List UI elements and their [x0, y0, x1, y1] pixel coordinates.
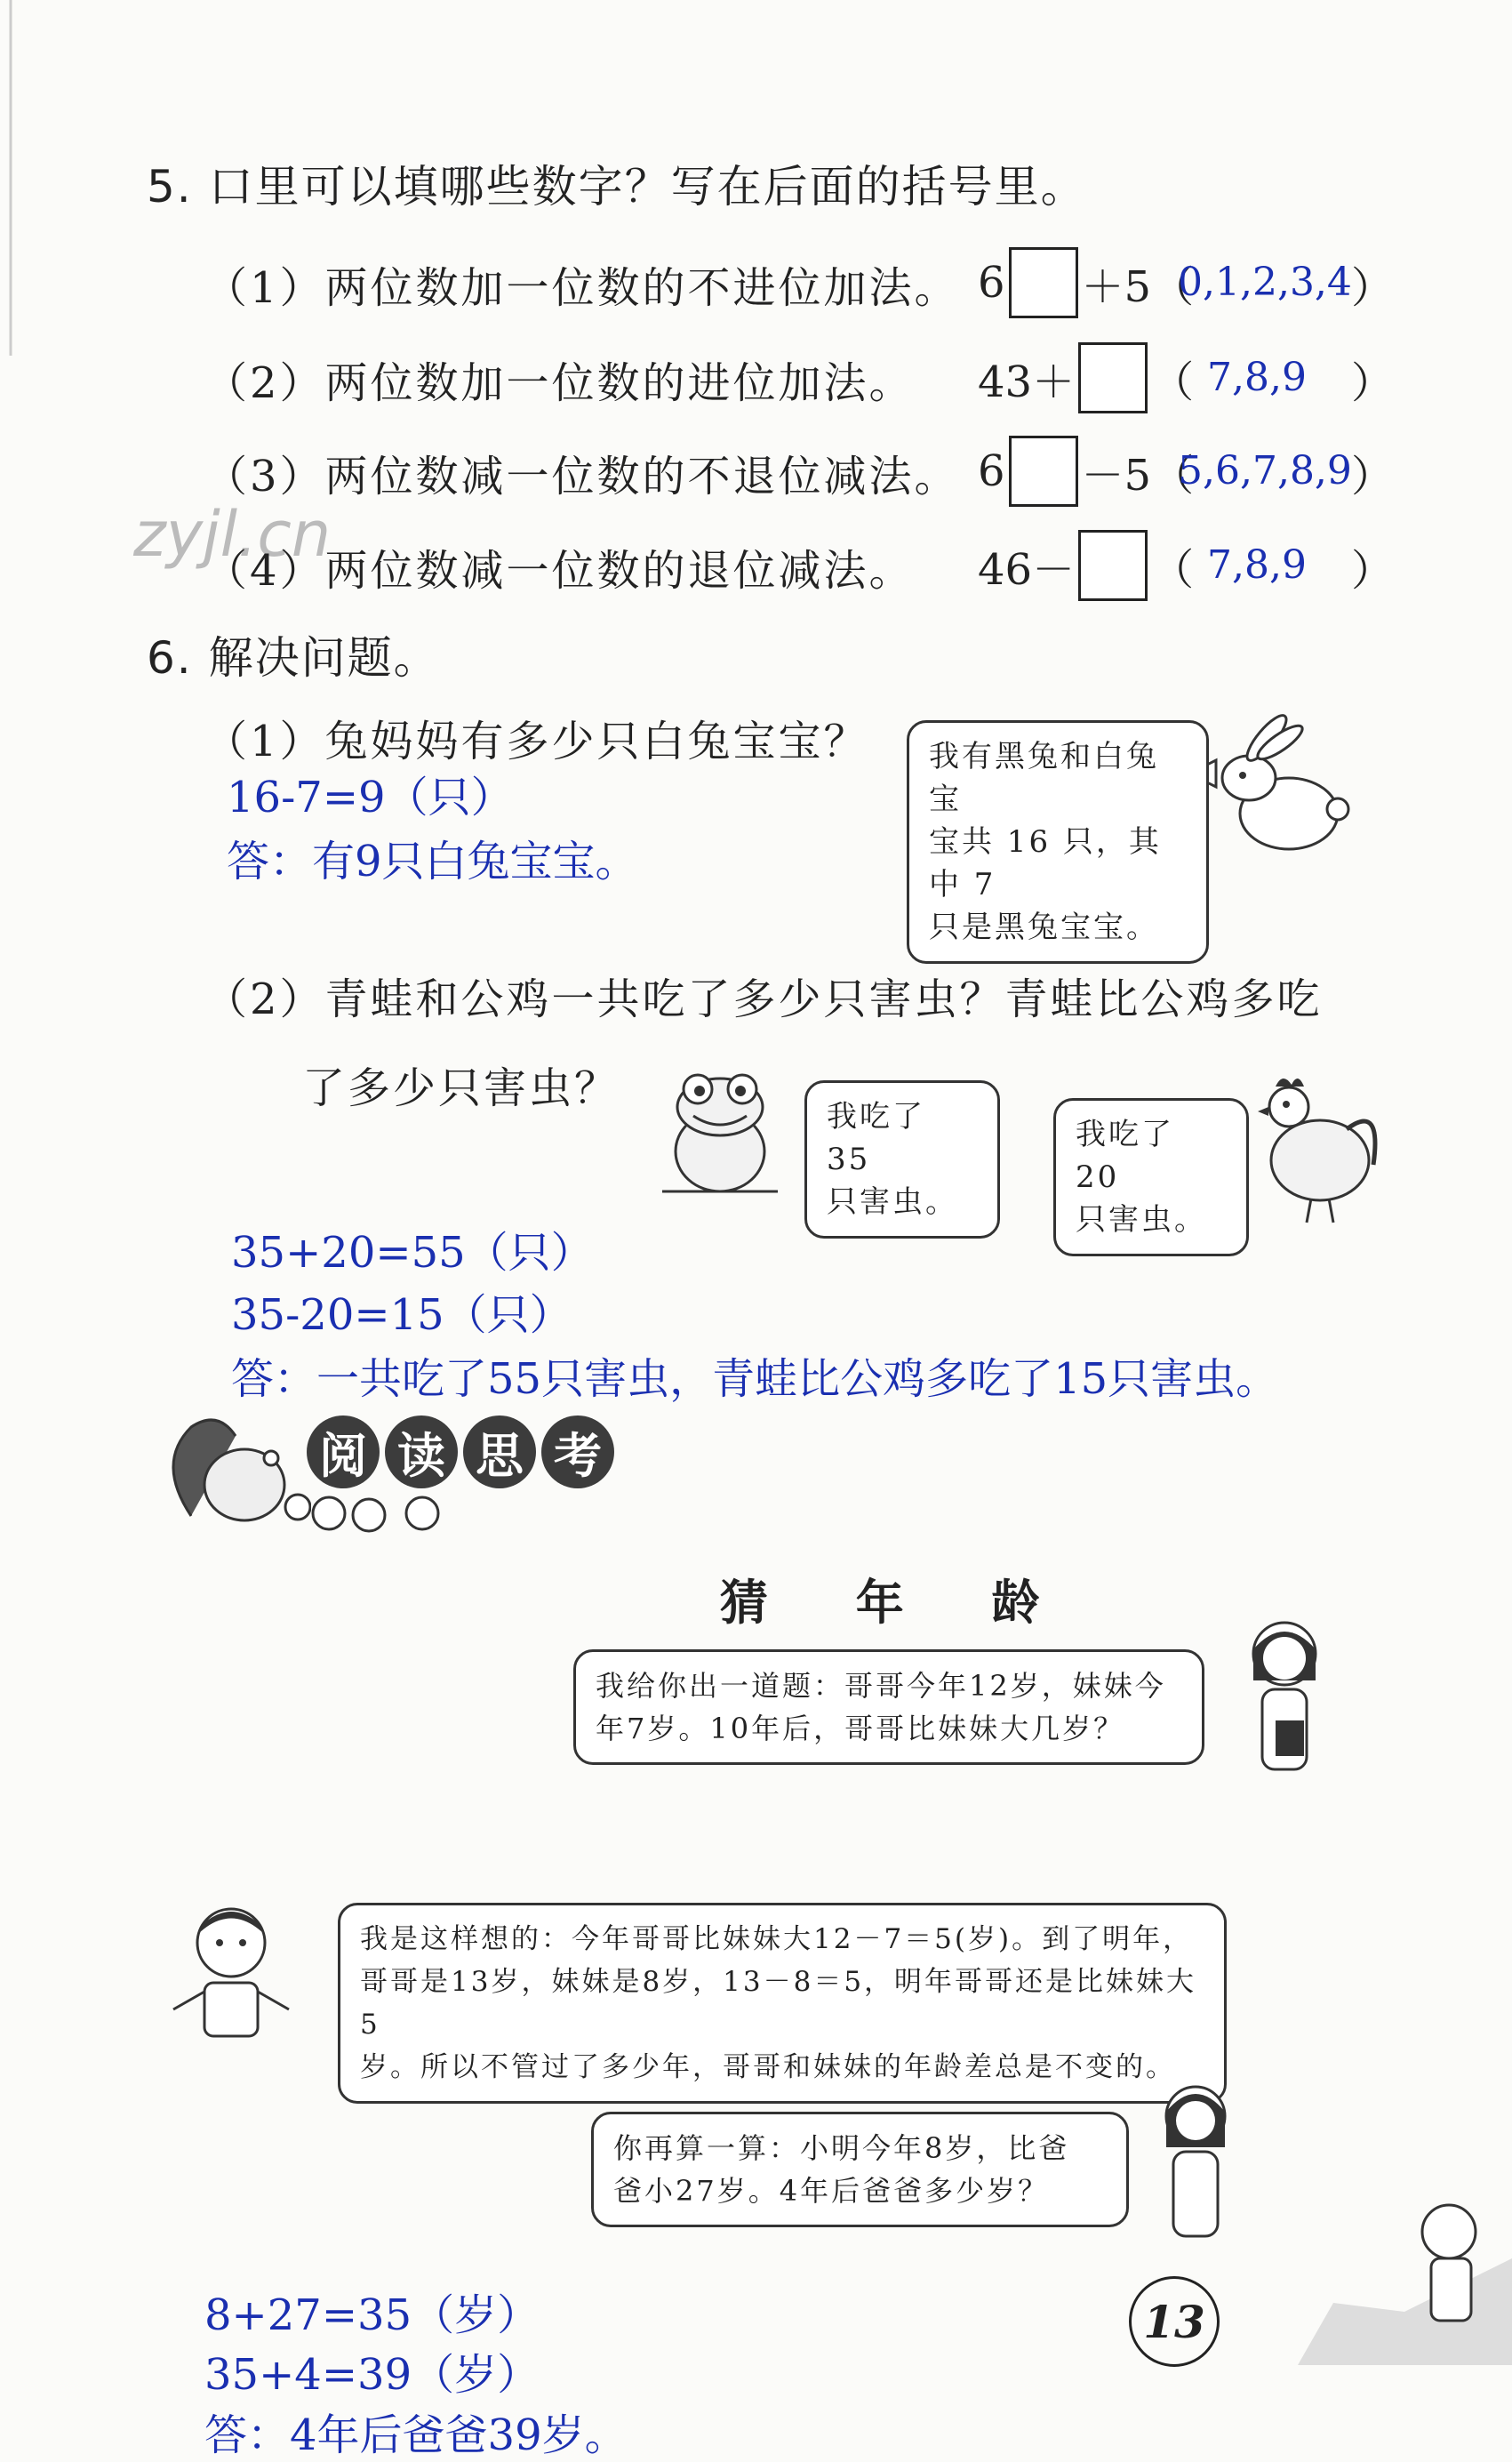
- q5-item-4-answer: 7,8,9: [1207, 542, 1307, 588]
- reading-calc-2: 35+4=39（岁）: [204, 2350, 540, 2400]
- answer-box[interactable]: [1009, 436, 1078, 507]
- girl-speech-bubble: [573, 1649, 1204, 1765]
- running-boy-illustration: [1298, 2161, 1512, 2365]
- q5-item-3-text: （3）两位数减一位数的不退位减法。: [204, 452, 960, 501]
- boy-illustration: [164, 1898, 298, 2058]
- q6-p2-question-line2: 了多少只害虫？: [302, 1063, 620, 1113]
- q5-item-2-close: ）: [1351, 358, 1395, 408]
- girl2-illustration: [1138, 2076, 1253, 2254]
- reading-calc-1: 8+27=35（岁）: [204, 2290, 540, 2340]
- q5-item-3-answer: 5,6,7,8,9: [1178, 448, 1352, 493]
- bubble-line: 岁。所以不管过了多少年，哥哥和妹妹的年龄差总是不变的。: [360, 2051, 1176, 2083]
- bubble-line: 宝共 16 只，其中 7: [929, 824, 1162, 902]
- frog-speech-bubble: [804, 1080, 1000, 1239]
- badge-char: 考: [541, 1415, 614, 1488]
- answer-box[interactable]: [1078, 342, 1148, 413]
- bubble-line: 哥哥是13岁，妹妹是8岁，13－8＝5，明年哥哥还是比妹妹大5: [360, 1966, 1197, 2041]
- reading-answer: 答：4年后爸爸39岁。: [204, 2410, 628, 2460]
- bubble-line: 我有黑兔和白兔宝: [929, 739, 1159, 817]
- story-title: 猜 年 龄: [720, 1574, 1076, 1631]
- frog-illustration: [662, 1067, 778, 1200]
- bubble-line: 我吃了 35: [827, 1099, 925, 1177]
- badge-char: 思: [463, 1415, 536, 1488]
- bubble-line: 你再算一算：小明今年8岁，比爸: [613, 2131, 1070, 2165]
- q5-item-2-text: （2）两位数加一位数的进位加法。: [204, 358, 915, 408]
- answer-box[interactable]: [1009, 247, 1078, 318]
- q6-p1-calc: 16-7=9（只）: [227, 773, 514, 822]
- q6-title: 6. 解决问题。: [147, 632, 440, 684]
- answer-box[interactable]: [1078, 530, 1148, 601]
- rooster-illustration: [1249, 1067, 1382, 1227]
- page-number: 13: [1129, 2276, 1220, 2367]
- q5-item-4-right: （: [1151, 544, 1195, 595]
- bubble-line: 我吃了 20: [1076, 1117, 1174, 1195]
- bubble-line: 爸小27岁。4年后爸爸多少岁？: [613, 2174, 1050, 2208]
- q5-item-2-answer: 7,8,9: [1207, 355, 1307, 400]
- q5-item-4-close: ）: [1351, 546, 1395, 596]
- q5-item-1-answer: 0,1,2,3,4: [1178, 260, 1352, 305]
- q5-item-1-close: ）: [1351, 263, 1395, 313]
- bubble-line: 只害虫。: [1076, 1202, 1207, 1238]
- squirrel-illustration: [156, 1409, 311, 1529]
- q5-item-2-left: 43＋: [978, 357, 1076, 407]
- boy-speech-bubble: [338, 1903, 1227, 2104]
- q5-item-3-left: 6: [978, 446, 1005, 496]
- q6-p2-answer: 答：一共吃了55只害虫，青蛙比公鸡多吃了15只害虫。: [231, 1354, 1279, 1404]
- q5-item-1-text: （1）两位数加一位数的不进位加法。: [204, 263, 960, 313]
- rabbit-illustration: [1209, 711, 1369, 862]
- rabbit-speech-bubble: [907, 720, 1209, 964]
- badge-char: 阅: [307, 1415, 380, 1488]
- girl2-speech-bubble: [591, 2112, 1129, 2227]
- q5-item-3-right: －5（: [1081, 450, 1195, 501]
- girl-illustration: [1222, 1614, 1347, 1792]
- bubble-line: 只害虫。: [827, 1184, 958, 1220]
- q5-item-1-right: ＋5（: [1081, 261, 1195, 312]
- q5-item-1-left: 6: [978, 258, 1005, 308]
- q5-item-4-expr: [978, 530, 1194, 601]
- q6-p1-question: （1）兔妈妈有多少只白兔宝宝？: [204, 717, 869, 766]
- q5-title: 5. 口里可以填哪些数字？写在后面的括号里。: [147, 161, 1087, 213]
- bubble-line: 年7岁。10年后，哥哥比妹妹大几岁？: [596, 1712, 1125, 1745]
- watermark: zyjl.cn: [133, 498, 332, 571]
- q6-p1-answer: 答：有9只白兔宝宝。: [227, 837, 638, 886]
- bubble-line: 我给你出一道题：哥哥今年12岁，妹妹今: [596, 1669, 1166, 1703]
- q5-item-4-text: （4）两位数减一位数的退位减法。: [204, 546, 915, 596]
- bubble-line: 我是这样想的：今年哥哥比妹妹大12－7＝5(岁)。到了明年，: [360, 1923, 1194, 1955]
- q6-p2-question-line1: （2）青蛙和公鸡一共吃了多少只害虫？青蛙比公鸡多吃: [204, 974, 1323, 1024]
- chicks-illustration: [302, 1487, 480, 1540]
- bubble-line: 只是黑兔宝宝。: [929, 910, 1159, 945]
- q6-p2-calc-diff: 35-20=15（只）: [231, 1290, 572, 1340]
- q5-item-2-right: （: [1151, 357, 1195, 407]
- badge-char: 读: [385, 1415, 458, 1488]
- reading-section-badge: [307, 1415, 614, 1488]
- rooster-speech-bubble: [1053, 1098, 1249, 1256]
- q5-item-2-expr: [978, 342, 1194, 413]
- q5-item-1-expr: [978, 247, 1194, 318]
- q6-p2-calc-sum: 35+20=55（只）: [231, 1228, 594, 1278]
- q5-item-3-close: ）: [1351, 452, 1395, 501]
- q5-item-3-expr: [978, 436, 1194, 507]
- page-edge-rule: [0, 0, 18, 2451]
- q5-item-4-left: 46－: [978, 544, 1076, 595]
